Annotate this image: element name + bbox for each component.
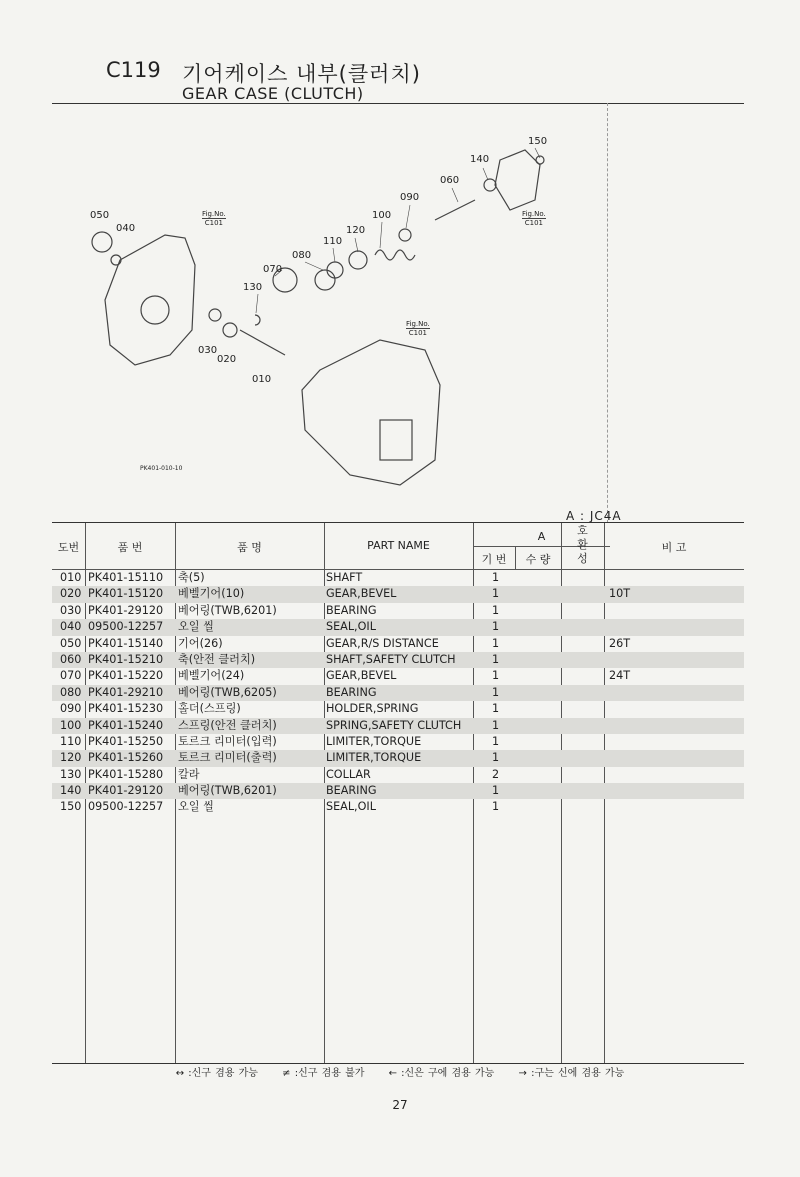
fig-ref-right (522, 210, 546, 227)
holder-090 (399, 229, 411, 241)
header-remarks: 비 고 (661, 541, 687, 554)
cell-no: 050 (60, 636, 82, 650)
cell-name-ko: 베어링(TWB,6201) (178, 603, 277, 617)
cell-name-ko: 축(안전 클러치) (178, 652, 256, 666)
cell-qty: 1 (492, 620, 500, 634)
callout-030: 030 (198, 345, 218, 356)
header-no: 도번 (57, 541, 80, 554)
cell-qty: 1 (492, 652, 500, 666)
shaft-060 (435, 200, 475, 220)
cell-part-no: PK401-15250 (88, 734, 164, 748)
compatibility-legend (0, 1064, 800, 1079)
exploded-parts-diagram (80, 130, 550, 490)
cell-part-name: SEAL,OIL (326, 620, 376, 634)
cell-qty: 1 (492, 751, 500, 765)
callout-070: 070 (263, 264, 283, 275)
cell-qty: 1 (492, 669, 500, 683)
header-part-name: PART NAME (367, 539, 430, 552)
fig-ref-label: Fig.No. (202, 210, 226, 218)
cell-part-name: LIMITER,TORQUE (326, 734, 422, 748)
callout-090: 090 (400, 192, 420, 203)
cell-qty: 1 (492, 571, 500, 584)
catalog-code: C119 (106, 58, 161, 82)
header-name-ko: 품 명 (237, 541, 262, 554)
cell-no: 070 (60, 669, 82, 683)
cell-part-name: HOLDER,SPRING (326, 702, 419, 716)
header-rule (52, 103, 744, 104)
cell-no: 120 (60, 751, 82, 765)
table-row (52, 783, 744, 799)
cell-part-name: SEAL,OIL (326, 800, 376, 814)
cell-part-name: GEAR,BEVEL (326, 669, 397, 683)
cell-name-ko: 토르크 리미터(출력) (178, 751, 277, 765)
callout-020: 020 (217, 354, 237, 365)
bearing-030 (209, 309, 221, 321)
callout-060: 060 (440, 175, 460, 186)
callout-050: 050 (90, 210, 110, 221)
spring-100 (375, 250, 415, 260)
cell-part-no: PK401-29120 (88, 784, 164, 798)
cell-name-ko: 축(5) (178, 571, 205, 584)
table-row (52, 570, 744, 586)
fig-ref-left (202, 210, 226, 227)
limiter-110 (327, 262, 343, 278)
callout-100: 100 (372, 210, 392, 221)
legend-item: ≠ :신구 겸용 불가 (282, 1068, 365, 1079)
page-number: 27 (392, 1098, 408, 1112)
table-row (52, 586, 744, 602)
table-row (52, 750, 744, 766)
table-body (52, 570, 744, 816)
cell-name-ko: 베어링(TWB,6205) (178, 685, 277, 699)
fig-ref-lower (406, 320, 430, 337)
cell-no: 060 (60, 652, 82, 666)
fig-ref-code: C101 (202, 218, 226, 227)
fig-ref-label: Fig.No. (406, 320, 430, 328)
cell-part-no: PK401-15220 (88, 669, 164, 683)
cell-remarks: 24T (609, 669, 631, 683)
bearing-140 (484, 179, 496, 191)
cell-qty: 1 (492, 636, 500, 650)
cell-name-ko: 베어링(TWB,6201) (178, 784, 277, 798)
gear-case-left (105, 235, 195, 365)
cell-qty: 1 (492, 702, 500, 716)
cell-qty: 1 (492, 718, 500, 732)
cell-part-name: BEARING (326, 784, 377, 798)
cell-qty: 1 (492, 603, 500, 617)
bevel-gear-020 (223, 323, 237, 337)
left-case-bore (141, 296, 169, 324)
table-row (52, 652, 744, 668)
fig-ref-label: Fig.No. (522, 210, 546, 218)
bearing-080 (315, 270, 335, 290)
cell-name-ko: 베벨기어(10) (178, 587, 245, 601)
cell-name-ko: 기어(26) (178, 636, 223, 650)
shaft-010 (240, 330, 285, 355)
cell-qty: 1 (492, 734, 500, 748)
legend-item: → :구는 신에 겸용 가능 (518, 1068, 625, 1079)
table-row (52, 701, 744, 717)
cell-part-no: PK401-15260 (88, 751, 164, 765)
header-part-no: 품 번 (117, 541, 143, 554)
cell-no: 140 (60, 784, 82, 798)
cell-no: 090 (60, 702, 82, 716)
right-case-window (380, 420, 412, 460)
cell-part-no: 09500-12257 (88, 800, 164, 814)
cell-part-name: GEAR,BEVEL (326, 587, 397, 601)
upper-cover (495, 150, 540, 210)
cell-name-ko: 토르크 리미터(입력) (178, 734, 277, 748)
callout-010: 010 (252, 374, 272, 385)
cell-part-no: PK401-15280 (88, 767, 164, 781)
cell-no: 150 (60, 800, 82, 814)
seal-150 (536, 156, 544, 164)
cell-part-name: COLLAR (326, 767, 371, 781)
cell-name-ko: 오일 씰 (178, 800, 214, 814)
cell-qty: 2 (492, 767, 500, 781)
cell-no: 020 (60, 587, 82, 601)
cell-name-ko: 칼라 (178, 767, 200, 781)
header-interchange: 호 환 성 (577, 524, 588, 565)
callout-110: 110 (323, 236, 343, 247)
cell-part-no: 09500-12257 (88, 620, 164, 634)
cell-part-no: PK401-15210 (88, 652, 164, 666)
table-row (52, 636, 744, 652)
table-row (52, 603, 744, 619)
cell-no: 130 (60, 767, 82, 781)
cell-no: 010 (60, 571, 82, 584)
model-label: A : JC4A (566, 509, 622, 523)
cell-part-no: PK401-15110 (88, 571, 164, 584)
table-row (52, 767, 744, 783)
cell-qty: 1 (492, 587, 500, 601)
callout-080: 080 (292, 250, 312, 261)
table-row (52, 619, 744, 635)
margin-dashed-line (607, 103, 608, 523)
cell-part-name: SPRING,SAFETY CLUTCH (326, 718, 462, 732)
figure-id: PK401-010-10 (140, 465, 183, 472)
fig-ref-code: C101 (522, 218, 546, 227)
parts-table (52, 522, 744, 1064)
limiter-120 (349, 251, 367, 269)
gear-050 (92, 232, 112, 252)
table-row (52, 718, 744, 734)
callout-040: 040 (116, 223, 136, 234)
page-title-korean: 기어케이스 내부(클러치) (182, 62, 421, 86)
diagram-drawing (80, 130, 550, 490)
header-group-a: A (537, 530, 546, 543)
page-title-english: GEAR CASE (CLUTCH) (182, 84, 364, 103)
fig-ref-code: C101 (406, 328, 430, 337)
cell-name-ko: 스프링(안전 클러치) (178, 718, 277, 732)
cell-no: 110 (60, 734, 82, 748)
callout-150: 150 (528, 136, 548, 147)
table-row (52, 668, 744, 684)
gear-case-right (302, 340, 440, 485)
cell-part-name: BEARING (326, 685, 377, 699)
cell-part-no: PK401-29120 (88, 603, 164, 617)
cell-qty: 1 (492, 784, 500, 798)
collar-130 (255, 315, 260, 325)
cell-no: 030 (60, 603, 82, 617)
legend-item: ← :신은 구에 겸용 가능 (388, 1068, 495, 1079)
cell-no: 080 (60, 685, 82, 699)
cell-qty: 1 (492, 800, 500, 814)
cell-part-name: SHAFT,SAFETY CLUTCH (326, 652, 456, 666)
table-row (52, 799, 744, 815)
callout-130: 130 (243, 282, 263, 293)
cell-part-no: PK401-15120 (88, 587, 164, 601)
table-row (52, 685, 744, 701)
table-row (52, 734, 744, 750)
cell-part-no: PK401-15230 (88, 702, 164, 716)
cell-qty: 1 (492, 685, 500, 699)
legend-item: ↔ :신구 겸용 가능 (175, 1068, 258, 1079)
callout-120: 120 (346, 225, 366, 236)
cell-no: 040 (60, 620, 82, 634)
cell-part-no: PK401-15140 (88, 636, 164, 650)
header-basic: 기 번 (481, 553, 507, 566)
cell-remarks: 26T (609, 636, 631, 650)
cell-part-no: PK401-15240 (88, 718, 164, 732)
cell-name-ko: 베벨기어(24) (178, 669, 245, 683)
cell-part-name: SHAFT (326, 571, 363, 584)
cell-part-name: LIMITER,TORQUE (326, 751, 422, 765)
cell-part-name: GEAR,R/S DISTANCE (326, 636, 439, 650)
cell-name-ko: 오일 씰 (178, 620, 214, 634)
cell-part-name: BEARING (326, 603, 377, 617)
cell-remarks: 10T (609, 587, 631, 601)
cell-part-no: PK401-29210 (88, 685, 164, 699)
cell-no: 100 (60, 718, 82, 732)
cell-name-ko: 홀더(스프링) (178, 702, 241, 716)
header-qty: 수 량 (525, 553, 551, 566)
callout-140: 140 (470, 154, 490, 165)
